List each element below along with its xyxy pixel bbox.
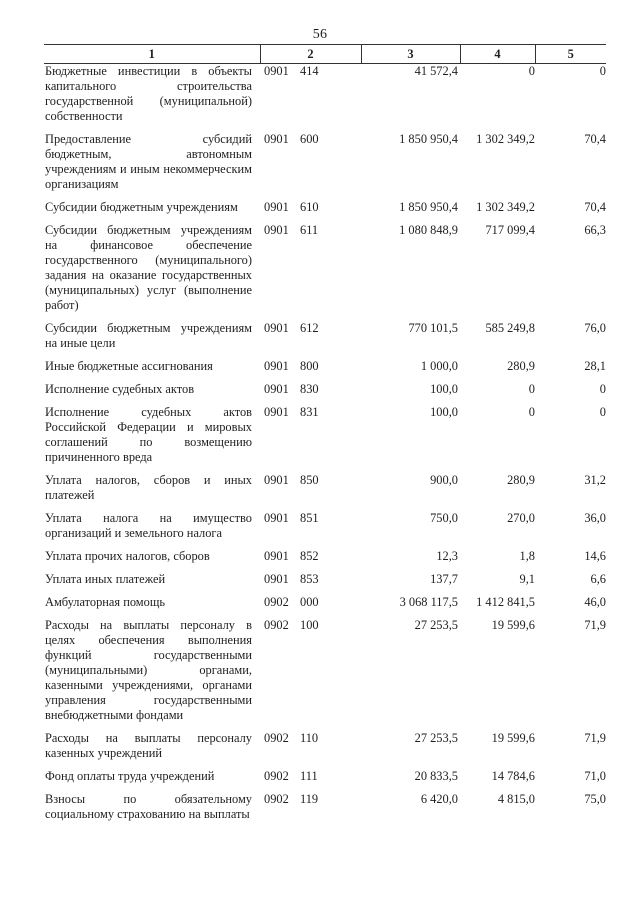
table-row	[44, 731, 606, 769]
row-code	[260, 405, 361, 473]
plan-value: 1 080 848,9	[399, 223, 458, 237]
row-code	[260, 572, 361, 595]
actual-value: 717 099,4	[485, 223, 535, 237]
expense-type-code: 852	[300, 549, 319, 563]
column-header-3: 3	[361, 45, 460, 64]
expense-type-code: 611	[300, 223, 319, 237]
row-name: Взносы по обязательному социальному страхованию на выплаты	[45, 792, 252, 821]
section-code: 0901	[264, 405, 289, 419]
section-code: 0901	[264, 359, 289, 373]
plan-value: 3 068 117,5	[399, 595, 458, 609]
actual-value: 280,9	[507, 359, 535, 373]
table-body	[44, 64, 606, 831]
expense-type-code: 853	[300, 572, 319, 586]
row-code	[260, 321, 361, 359]
row-name: Уплата прочих налогов, сборов	[45, 549, 210, 563]
section-code: 0901	[264, 473, 289, 487]
row-code	[260, 595, 361, 618]
row-code	[260, 64, 361, 133]
plan-value: 1 850 950,4	[399, 200, 458, 214]
row-code	[260, 382, 361, 405]
plan-value: 100,0	[430, 382, 458, 396]
plan-value: 770 101,5	[408, 321, 458, 335]
column-header-2: 2	[260, 45, 361, 64]
actual-value: 4 815,0	[497, 792, 535, 806]
row-code	[260, 132, 361, 200]
table-row	[44, 595, 606, 618]
expense-type-code: 600	[300, 132, 319, 146]
actual-value: 0	[528, 382, 535, 396]
plan-value: 137,7	[430, 572, 458, 586]
actual-value: 1,8	[519, 549, 535, 563]
expense-type-code: 110	[300, 731, 319, 745]
section-code: 0902	[264, 769, 289, 783]
actual-value: 280,9	[507, 473, 535, 487]
row-code	[260, 618, 361, 731]
actual-value: 19 599,6	[491, 618, 535, 632]
percent-value: 71,0	[584, 769, 606, 783]
percent-value: 0	[599, 405, 606, 419]
expense-type-code: 612	[300, 321, 319, 335]
percent-value: 71,9	[584, 731, 606, 745]
expense-type-code: 100	[300, 618, 319, 632]
actual-value: 270,0	[507, 511, 535, 525]
actual-value: 0	[528, 405, 535, 419]
row-name: Исполнение судебных актов	[45, 382, 195, 396]
section-code: 0902	[264, 731, 289, 745]
expense-type-code: 851	[300, 511, 319, 525]
row-code	[260, 792, 361, 830]
section-code: 0902	[264, 618, 289, 632]
actual-value: 1 302 349,2	[476, 132, 535, 146]
column-header-4: 4	[460, 45, 535, 64]
row-code	[260, 473, 361, 511]
expense-type-code: 830	[300, 382, 319, 396]
section-code: 0901	[264, 549, 289, 563]
page-number: 56	[312, 27, 328, 42]
actual-value: 1 302 349,2	[476, 200, 535, 214]
percent-value: 28,1	[584, 359, 606, 373]
percent-value: 31,2	[584, 473, 606, 487]
expense-type-code: 850	[300, 473, 319, 487]
percent-value: 14,6	[584, 549, 606, 563]
section-code: 0902	[264, 792, 289, 806]
plan-value: 100,0	[430, 405, 458, 419]
percent-value: 75,0	[584, 792, 606, 806]
expense-type-code: 800	[300, 359, 319, 373]
expense-type-code: 119	[300, 792, 319, 806]
row-name: Субсидии бюджетным учреждениям на финансовое обеспечение государственного (муниципального) задания на оказание государственных (муниципальных) услуг (выполнение работ)	[45, 223, 252, 312]
row-name: Предоставление субсидий бюджетным, автономным учреждениям и иным некоммерческим организациям	[45, 132, 252, 191]
row-name: Фонд оплаты труда учреждений	[45, 769, 215, 783]
row-name: Уплата налогов, сборов и иных платежей	[45, 473, 252, 502]
table-row	[44, 473, 606, 511]
plan-value: 20 833,5	[414, 769, 458, 783]
percent-value: 6,6	[590, 572, 606, 586]
table-row	[44, 618, 606, 731]
row-code	[260, 223, 361, 321]
percent-value: 0	[599, 64, 606, 78]
table-row	[44, 405, 606, 473]
expense-type-code: 610	[300, 200, 319, 214]
percent-value: 66,3	[584, 223, 606, 237]
percent-value: 76,0	[584, 321, 606, 335]
plan-value: 900,0	[430, 473, 458, 487]
expense-type-code: 414	[300, 64, 319, 78]
expense-type-code: 111	[300, 769, 318, 783]
percent-value: 36,0	[584, 511, 606, 525]
section-code: 0901	[264, 382, 289, 396]
row-name: Уплата иных платежей	[45, 572, 166, 586]
section-code: 0901	[264, 64, 289, 78]
plan-value: 1 850 950,4	[399, 132, 458, 146]
table-row	[44, 200, 606, 223]
section-code: 0901	[264, 321, 289, 335]
column-header-1: 1	[44, 45, 260, 64]
row-name: Субсидии бюджетным учреждениям на иные цели	[45, 321, 252, 350]
table-row	[44, 64, 606, 133]
percent-value: 46,0	[584, 595, 606, 609]
row-name: Исполнение судебных актов Российской Федерации и мировых соглашений по возмещению причиненного вреда	[45, 405, 252, 464]
actual-value: 9,1	[519, 572, 535, 586]
plan-value: 27 253,5	[414, 618, 458, 632]
percent-value: 70,4	[584, 200, 606, 214]
row-name: Расходы на выплаты персоналу казенных учреждений	[45, 731, 252, 760]
budget-table	[44, 44, 606, 830]
row-name: Субсидии бюджетным учреждениям	[45, 200, 238, 214]
row-name: Уплата налога на имущество организаций и земельного налога	[45, 511, 252, 540]
table-row	[44, 359, 606, 382]
actual-value: 1 412 841,5	[476, 595, 535, 609]
row-code	[260, 769, 361, 792]
section-code: 0901	[264, 200, 289, 214]
row-code	[260, 549, 361, 572]
row-code	[260, 200, 361, 223]
percent-value: 71,9	[584, 618, 606, 632]
plan-value: 750,0	[430, 511, 458, 525]
table-row	[44, 572, 606, 595]
section-code: 0902	[264, 595, 289, 609]
section-code: 0901	[264, 511, 289, 525]
actual-value: 14 784,6	[491, 769, 535, 783]
actual-value: 19 599,6	[491, 731, 535, 745]
table-row	[44, 382, 606, 405]
plan-value: 1 000,0	[420, 359, 458, 373]
table-row	[44, 132, 606, 200]
row-name: Бюджетные инвестиции в объекты капитального строительства государственной (муниципальной) собственности	[45, 64, 252, 123]
row-code	[260, 511, 361, 549]
table-row	[44, 769, 606, 792]
row-name: Иные бюджетные ассигнования	[45, 359, 213, 373]
table-row	[44, 511, 606, 549]
actual-value: 0	[528, 64, 535, 78]
table-row	[44, 549, 606, 572]
percent-value: 70,4	[584, 132, 606, 146]
actual-value: 585 249,8	[485, 321, 535, 335]
expense-type-code: 831	[300, 405, 319, 419]
row-code	[260, 731, 361, 769]
row-code	[260, 359, 361, 382]
plan-value: 27 253,5	[414, 731, 458, 745]
column-header-5: 5	[535, 45, 606, 64]
table-row	[44, 792, 606, 830]
percent-value: 0	[599, 382, 606, 396]
table-row	[44, 223, 606, 321]
section-code: 0901	[264, 223, 289, 237]
expense-type-code: 000	[300, 595, 319, 609]
plan-value: 41 572,4	[414, 64, 458, 78]
plan-value: 12,3	[436, 549, 458, 563]
plan-value: 6 420,0	[420, 792, 458, 806]
row-name: Расходы на выплаты персоналу в целях обеспечения выполнения функций государственными (муниципальными) органами, казенными учреждениями, органами управления государственными внебюджетными фондами	[45, 618, 252, 722]
section-code: 0901	[264, 132, 289, 146]
table-row	[44, 321, 606, 359]
table-header-row	[44, 45, 606, 64]
section-code: 0901	[264, 572, 289, 586]
row-name: Амбулаторная помощь	[45, 595, 166, 609]
